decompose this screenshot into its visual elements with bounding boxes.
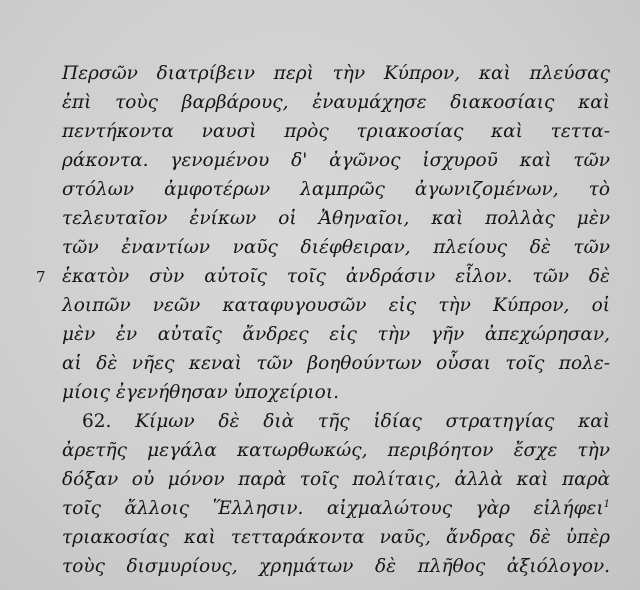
text-line: ἐπὶ τοὺς βαρβάρους, ἐναυμάχησε διακοσίαις καὶ [62,92,610,113]
text-line: ἑκατὸν σὺν αὐτοῖς τοῖς ἀνδράσιν εἷλον. τῶν δὲ [62,266,610,287]
text-line: πεντήκοντα ναυσὶ πρὸς τριακοσίας καὶ τεττα- [62,121,610,142]
section-62-first-line-text: Κίμων δὲ διὰ τῆς ἰδίας στρατηγίας καὶ [135,411,610,432]
text-line: μὲν ἐν αὐταῖς ἄνδρες εἰς τὴν γῆν ἀπεχώρησαν, [62,324,610,345]
section-62-first-line [82,407,610,437]
text-line-with-footnote [62,494,610,524]
line-number-marker: 7 [36,268,46,286]
text-line: λοιπῶν νεῶν καταφυγουσῶν εἰς τὴν Κύπρον, οἱ [62,295,610,316]
footnote-marker: 1 [603,498,610,510]
text-line: δόξαν οὐ μόνον παρὰ τοῖς πολίταις, ἀλλὰ καὶ παρὰ [62,469,610,490]
text-line: τριακοσίας καὶ τετταράκοντα ναῦς, ἄνδρας δὲ ὑπὲρ [62,527,610,548]
text-line: Περσῶν διατρίβειν περὶ τὴν Κύπρον, καὶ πλεύσας [62,63,610,84]
text-line: στόλων ἀμφοτέρων λαμπρῶς ἀγωνιζομένων, τὸ [62,179,610,200]
text-line: μίοις ἐγενήθησαν ὑποχείριοι. [62,382,339,403]
text-line: τελευταῖον ἐνίκων οἱ Ἀθηναῖοι, καὶ πολλὰς μὲν [62,208,610,229]
section-number: 62. [82,411,112,432]
text-line-with-footnote-text: τοῖς ἄλλοις Ἕλλησιν. αἰχμαλώτους γὰρ εἰλήφει [62,498,604,519]
text-line: τοὺς δισμυρίους, χρημάτων δὲ πλῆθος ἀξιόλογον. [62,556,610,577]
text-line: ράκοντα. γενομένου δ' ἀγῶνος ἰσχυροῦ καὶ τῶν [62,150,610,171]
text-line: ἀρετῆς μεγάλα κατωρθωκώς, περιβόητον ἔσχε τὴν [62,440,610,461]
text-line: αἱ δὲ νῆες κεναὶ τῶν βοηθούντων οὖσαι τοῖς πολε- [62,353,610,374]
text-line: τῶν ἐναντίων ναῦς διέφθειραν, πλείους δὲ τῶν [62,237,610,258]
